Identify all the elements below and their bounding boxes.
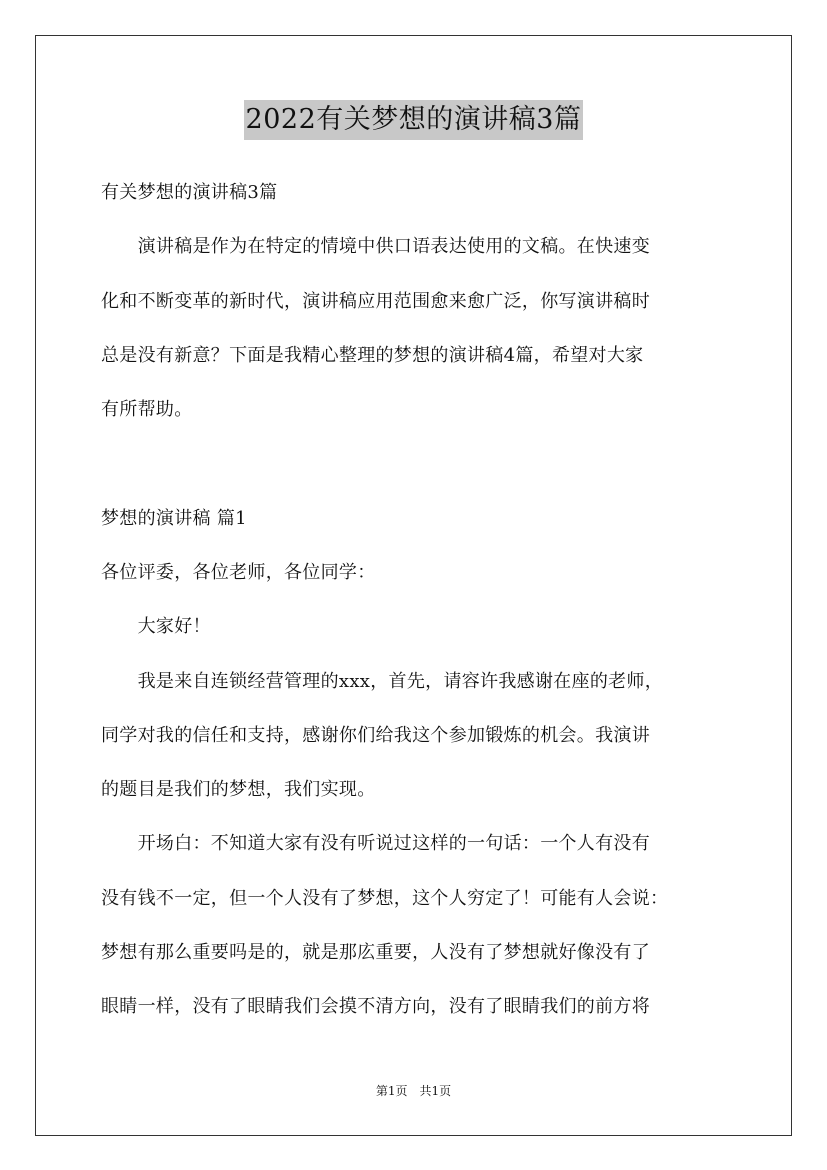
paragraph-line: 眼睛一样，没有了眼睛我们会摸不清方向，没有了眼睛我们的前方将 <box>101 996 650 1017</box>
paragraph-line: 演讲稿是作为在特定的情境中供口语表达使用的文稿。在快速变 <box>101 236 650 257</box>
paragraph-line: 梦想有那么重要吗是的，就是那庅重要，人没有了梦想就好像没有了 <box>101 942 650 963</box>
section-heading: 梦想的演讲稿 篇1 <box>101 508 247 529</box>
document-title: 2022有关梦想的演讲稿3篇 <box>244 100 584 140</box>
paragraph-line: 的题目是我们的梦想，我们实现。 <box>101 779 376 800</box>
greeting-line: 各位评委，各位老师，各位同学： <box>101 562 376 583</box>
title-container <box>0 100 827 140</box>
paragraph-line: 总是没有新意？下面是我精心整理的梦想的演讲稿4篇，希望对大家 <box>101 345 644 366</box>
paragraph-line: 同学对我的信任和支持，感谢你们给我这个参加锻炼的机会。我演讲 <box>101 725 650 746</box>
subtitle-line: 有关梦想的演讲稿3篇 <box>101 182 278 203</box>
paragraph-line: 我是来自连锁经营管理的xxx，首先，请容许我感谢在座的老师， <box>101 671 664 692</box>
paragraph-line: 没有钱不一定，但一个人没有了梦想，这个人穷定了！可能有人会说： <box>101 888 669 909</box>
paragraph-line: 开场白：不知道大家有没有听说过这样的一句话：一个人有没有 <box>101 833 650 854</box>
page-footer: 第1页 共1页 <box>375 1084 452 1098</box>
paragraph-line: 化和不断变革的新时代，演讲稿应用范围愈来愈广泛，你写演讲稿时 <box>101 291 650 312</box>
greeting-line: 大家好！ <box>101 616 211 637</box>
paragraph-line: 有所帮助。 <box>101 399 193 420</box>
